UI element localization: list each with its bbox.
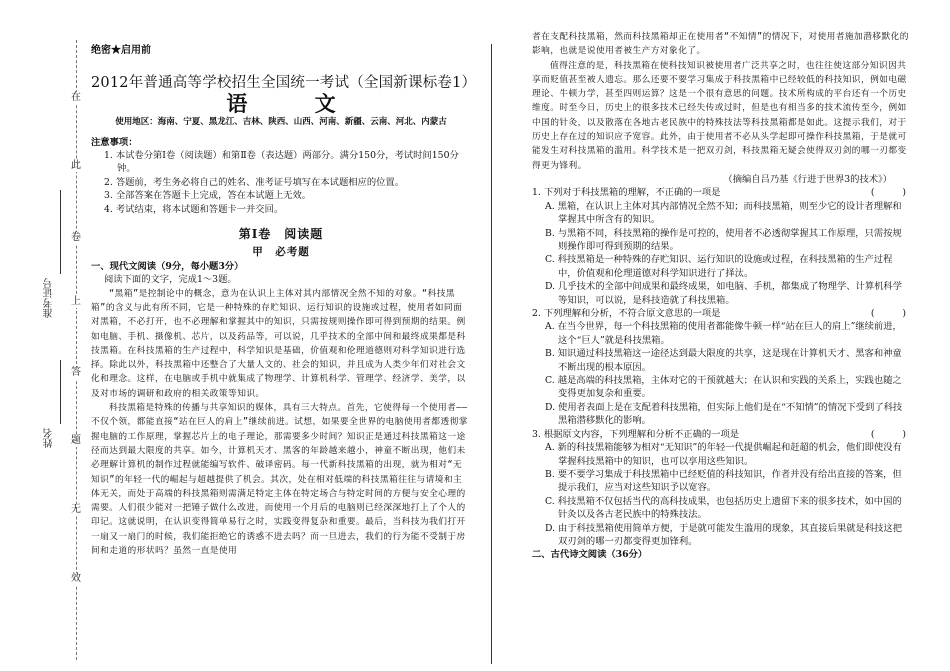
subject-title: 语 文 — [226, 90, 366, 116]
section-heading: 二、古代诗文阅读（36分） — [532, 549, 648, 561]
question-3 — [532, 428, 912, 441]
reading-instruction: 阅读下面的文字，完成1～3题。 — [104, 274, 237, 286]
binding-dashed-line — [76, 40, 77, 660]
notice-item: 3. 全部答案在答题卡上完成，答在本试题上无效。 — [104, 190, 312, 202]
option-c: C. 科技黑箱是一种特殊的存贮知识、运行知识的设施或过程，在科技黑箱的生产过程中，价值观和伦理道德对科学知识进行了择汰。 — [545, 254, 893, 279]
question-1 — [532, 186, 912, 199]
notice-title: 注意事项： — [91, 136, 138, 148]
option-a: A. 新的科技黑箱能够为相对“无知识”的年轻一代提供崛起和赶超的机会，他们即使没有掌握科技黑箱中的知识，也可以享用这些知识。 — [545, 442, 902, 467]
option-b: B. 知识通过科技黑箱这一途径达到最大限度的共享，这是现在计算机天才、黑客和神童不断出现的根本原因。 — [545, 348, 902, 373]
option-d: D. 由于科技黑箱使用简单方便，于是就可能发生滥用的现象，其直接后果就是科技这把双刃剑的哪一刃都变得更加锋利。 — [545, 522, 903, 547]
part-subtitle: 甲 必考题 — [252, 246, 310, 259]
column-divider — [491, 44, 492, 664]
passage-paragraph-continued: 者在支配科技黑箱，然而科技黑箱却正在使用者“不知情”的情况下，对使用者施加潜移默化的影响，也就是说使用者被生产方对象化了。 — [532, 32, 909, 57]
margin-char: 卷 — [71, 232, 81, 243]
option-a: A. 黑箱，在认识上主体对其内部情况全然不知；而科技黑箱，则至少它的设计者理解和掌握其中所含有的知识。 — [545, 200, 902, 226]
question-2 — [532, 307, 912, 320]
right-column — [532, 30, 912, 562]
passage-paragraph: “黑箱”是控制论中的概念，意为在认识上主体对其内部情况全然不知的对象。“科技黑箱”的含义与此有所不同，它是一种特殊的存贮知识、运行知识的设施或过程，使用者如同面对黑箱，不必打开，也不必理解和掌握其中的知识，只需按规则操作即可得到预期的结果。例如电脑、手机、摄像机、芯片，以及药品等，可以说，几乎技术的全部中间和最终成果都是科技黑箱。在科技黑箱的生产过程中，科学知识是基础，价值观和伦理道德则对科学知识进行选择。除此以外，科技黑箱中还整合了大量人文的、社会的知识，并且成为人类少年们对社会文化和理念。这样，在电脑或手机中就集成了物理学、计算机科学、管理学、经济学、美学，以及对市场的调研和政府的相关政策等知识。 — [91, 288, 466, 399]
left-column — [91, 44, 477, 558]
option-d: D. 使用者表面上是在支配着科技黑箱，但实际上他们是在“不知情”的情况下受到了科技黑箱潜移默化的影响。 — [545, 401, 903, 427]
exam-number-line[interactable] — [60, 190, 61, 274]
question-stem: 3. 根据原文内容，下列理解和分析不正确的一项是 — [532, 428, 740, 440]
notice-item: 2. 答题前，考生务必将自己的姓名、准考证号填写在本试题相应的位置。 — [104, 176, 405, 188]
margin-char: 题 — [71, 435, 81, 446]
option-b: B. 要不要学习集成于科技黑箱中已经贬值的科技知识，作者并没有给出直接的答案，但提示我们，应当对这些知识予以宽容。 — [545, 468, 902, 494]
usage-regions: 使用地区：海南、宁夏、黑龙江、吉林、陕西、山西、河南、新疆、云南、河北、内蒙古 — [115, 117, 447, 128]
option-c: C. 越是高端的科技黑箱，主体对它的干预就越大；在认识和实践的关系上，实践也随之变得更加复杂和重要。 — [545, 375, 902, 400]
margin-char: 此 — [71, 160, 81, 171]
exam-number-label: 准考证号 — [44, 278, 55, 318]
answer-blank[interactable]: ( ) — [870, 187, 906, 199]
answer-blank[interactable]: ( ) — [870, 308, 906, 320]
exam-title: 2012年普通高等学校招生全国统一考试（全国新课标卷1） — [91, 75, 477, 92]
notice-item: 1. 本试卷分第Ⅰ卷（阅读题）和第Ⅱ卷（表达题）两部分。满分150分，考试时间150分钟。 — [104, 150, 459, 175]
binding-margin — [0, 0, 85, 671]
section-heading: 一、现代文阅读（9分，每小题3分） — [91, 260, 244, 272]
option-d: D. 几乎技术的全部中间成果和最终成果，如电脑、手机，都集成了物理学、计算机科学等知识，可以说，是科技造就了科技黑箱。 — [545, 281, 903, 306]
option-a: A. 在当今世界，每一个科技黑箱的使用者都能像牛顿一样“站在巨人的肩上”继续前进，这个“巨人”就是科技黑箱。 — [545, 321, 902, 346]
part-title: 第Ⅰ卷 阅读题 — [238, 227, 324, 242]
margin-char: 无 — [71, 504, 81, 515]
option-c: C. 科技黑箱不仅包括当代的高科技成果，也包括历史上遗留下来的很多技术，如中国的针灸以及各古老民族中的特殊技法。 — [545, 495, 902, 521]
margin-char: 上 — [71, 296, 81, 307]
margin-char: 在 — [71, 92, 81, 103]
question-stem: 2. 下列理解和分析，不符合原文意思的一项是 — [532, 308, 721, 320]
notice-item: 4. 考试结束，将本试题和答题卡一并交回。 — [104, 203, 284, 215]
name-label: 姓名 — [44, 428, 55, 448]
margin-char: 答 — [71, 367, 81, 378]
option-b: B. 与黑箱不同，科技黑箱的操作是可控的，使用者不必透彻掌握其工作原理，只需按规则操作即可得到预期的结果。 — [545, 227, 902, 252]
margin-char: 效 — [71, 573, 81, 584]
passage-paragraph: 科技黑箱是特殊的传播与共享知识的媒体，具有三大特点。首先，它使得每一个使用者——不仅个领，都能直接“站在巨人的肩上”继续前进。试想，如果要全世界的电脑使用者都透彻掌握电脑的工作原理，掌握芯片上的电子理论，那需要多少时间？知识正是通过科技黑箱这一途径而达到最大限度的共享。如今，计算机天才、黑客的年龄越来越小，神童不断出现，他们未必理解计算机的制作过程就能编写软件、破译密码。每一代新科技黑箱的出现，就为相对“无知识”的年轻一代的崛起与超越提供了机会。其次，处在相对低端的科技黑箱往往与请境和主体无关，而处于高端的科技黑箱则需满足特定主体在特定场合与特定时间的方便与安全心理的需要。人们很少能对一把锤子做什么改进，而使用一个月后的电脑则已经深深地打上了个人的印记。这就说明，在认识变得简单易行之时，实践变得复杂和重要。最后，当科技为我们打开一扇又一扇门的时候，我们能拒绝它的诱惑不进去吗？而一旦进去，我们的行为能不受制于房间和走道的形状吗？虽然一直是使用 — [91, 403, 468, 557]
question-stem: 1. 下列对于科技黑箱的理解，不正确的一项是 — [532, 187, 721, 199]
confidential-mark: 绝密★启用前 — [91, 45, 151, 56]
passage-paragraph: 值得注意的是，科技黑箱在使科技知识被使用者广泛共享之时，也往往使这部分知识因共享而贬值甚至被人遗忘。那么还要不要学习集成于科技黑箱中已经较低的科技知识，例如电磁理论、牛顿力学，甚至四则运算？这是一个很有意思的问题。技术所构成的平台还有一个历史维度。时至今日，历史上的很多技术已经失传或过时，但是也有相当多的技术流传至今，例如中国的针灸，以及散落在各地古老民族中的特殊技法等科技黑箱都是如此。这提示我们，对于历史上存在过的知识应予宽容。此外，由于使用者不必从头学起即可操作科技黑箱，于是就可能发生对科技黑箱的滥用。科学技术是一把双刃剑，科技黑箱无疑会使得双刃剑的哪一刃都变得更为锋利。 — [532, 60, 907, 171]
name-line[interactable] — [60, 360, 61, 424]
passage-source: （摘编自吕乃基《行进于世界3的技术》） — [723, 173, 892, 185]
answer-blank[interactable]: ( ) — [870, 428, 906, 440]
